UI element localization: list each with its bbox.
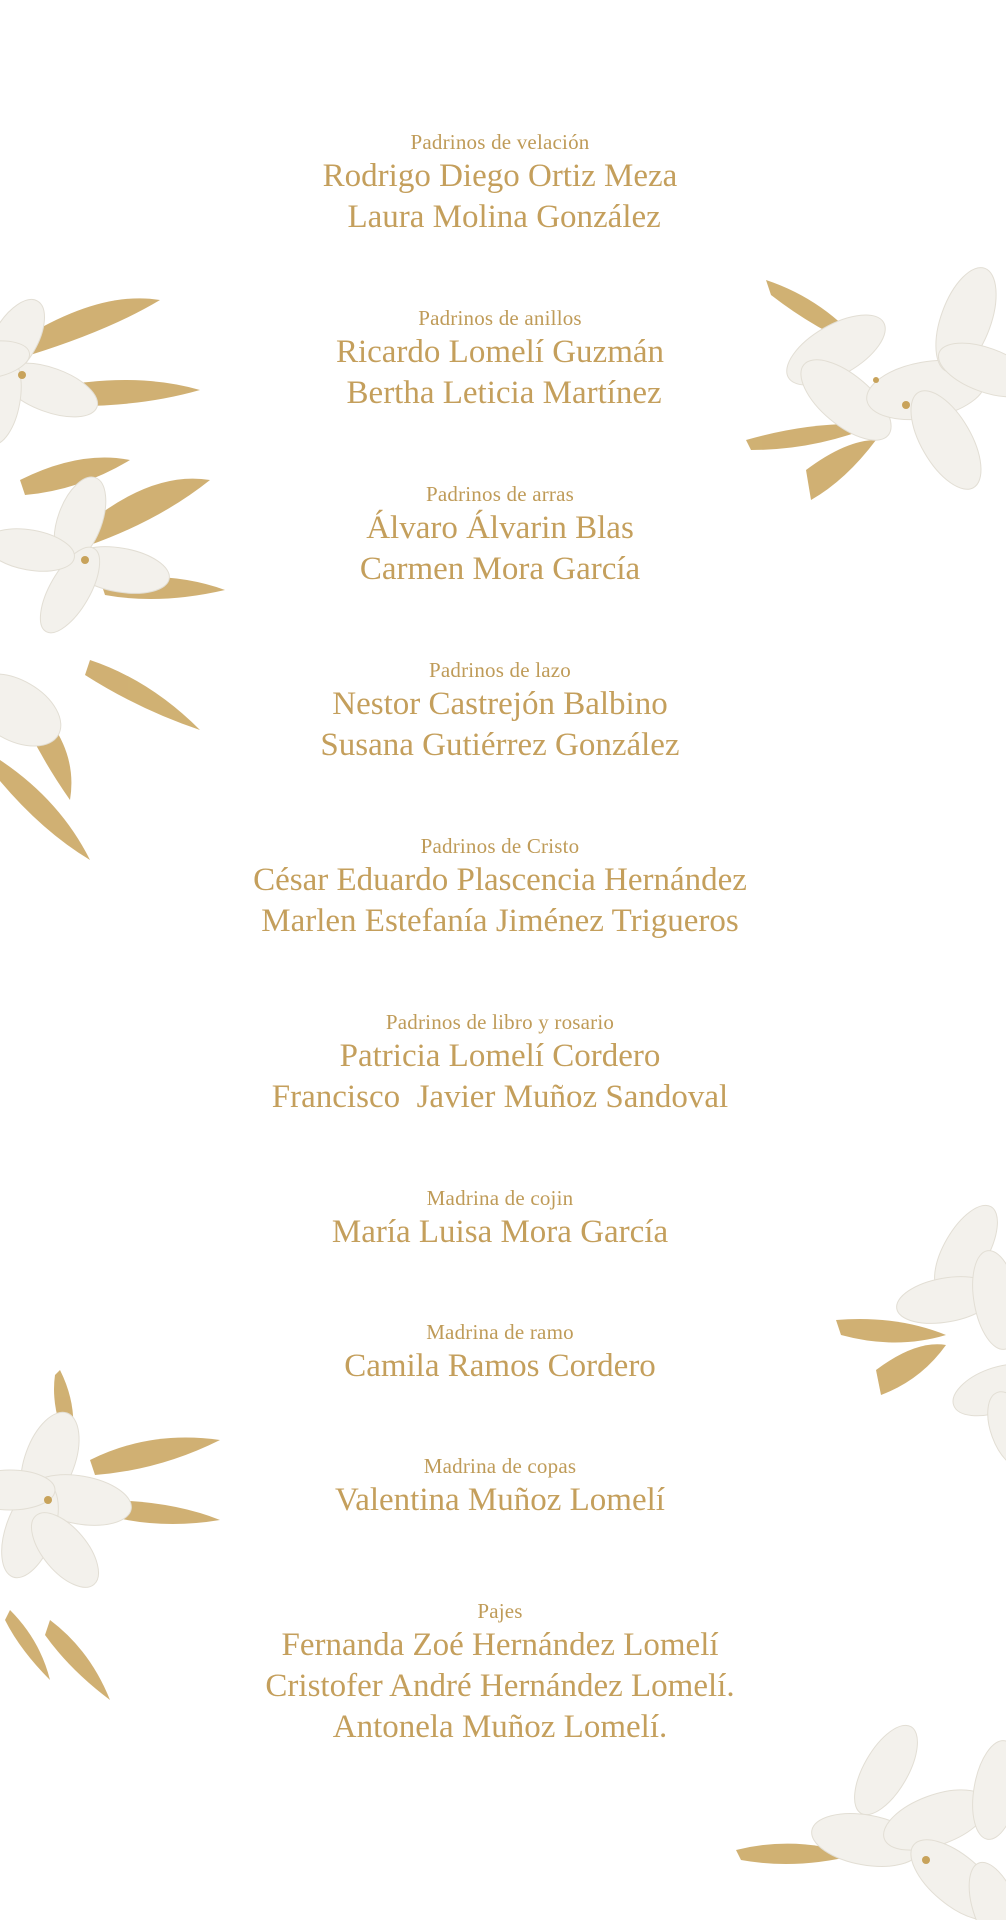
role-label: Padrinos de libro y rosario bbox=[385, 1010, 615, 1034]
section-pajes bbox=[150, 1597, 850, 1773]
person-name: Laura Molina González bbox=[339, 199, 661, 235]
role-label: Padrinos de arras bbox=[425, 482, 575, 506]
person-name: Cristofer André Hernández Lomelí. bbox=[265, 1668, 735, 1704]
person-name: Carmen Mora García bbox=[359, 551, 641, 587]
person-name: Valentina Muñoz Lomelí bbox=[335, 1482, 665, 1518]
role-label: Padrinos de velación bbox=[410, 130, 590, 154]
section-padrinos-arras bbox=[150, 480, 850, 656]
person-name: Rodrigo Diego Ortiz Meza bbox=[322, 158, 678, 194]
lily-bouquet-right-mid-icon bbox=[826, 1180, 1006, 1480]
role-label: Padrinos de lazo bbox=[429, 658, 571, 682]
role-label: Madrina de copas bbox=[423, 1454, 577, 1478]
section-padrinos-libro-rosario bbox=[150, 1008, 850, 1184]
person-name: Susana Gutiérrez González bbox=[320, 727, 680, 763]
role-label: Madrina de ramo bbox=[426, 1320, 574, 1344]
person-name: María Luisa Mora García bbox=[331, 1214, 669, 1250]
section-padrinos-anillos bbox=[150, 304, 850, 480]
person-name: Camila Ramos Cordero bbox=[344, 1348, 656, 1384]
section-padrinos-cristo bbox=[150, 832, 850, 1008]
sponsors-list bbox=[150, 128, 850, 1773]
section-madrina-cojin bbox=[150, 1184, 850, 1318]
person-name: Marlen Estefanía Jiménez Trigueros bbox=[261, 903, 739, 939]
section-padrinos-lazo bbox=[150, 656, 850, 832]
role-label: Pajes bbox=[477, 1599, 523, 1623]
person-name: Ricardo Lomelí Guzmán bbox=[335, 334, 665, 370]
person-name: Bertha Leticia Martínez bbox=[338, 375, 662, 411]
role-label: Padrinos de Cristo bbox=[420, 834, 580, 858]
role-label: Padrinos de anillos bbox=[418, 306, 582, 330]
section-madrina-ramo bbox=[150, 1318, 850, 1452]
role-label: Madrina de cojin bbox=[426, 1186, 574, 1210]
person-name: Francisco Javier Muñoz Sandoval bbox=[271, 1079, 729, 1115]
person-name: Fernanda Zoé Hernández Lomelí bbox=[281, 1627, 719, 1663]
section-padrinos-velacion bbox=[150, 128, 850, 304]
person-name: César Eduardo Plascencia Hernández bbox=[253, 862, 747, 898]
section-madrina-copas bbox=[150, 1452, 850, 1597]
person-name: Nestor Castrejón Balbino bbox=[332, 686, 668, 722]
person-name: Álvaro Álvarin Blas bbox=[366, 510, 634, 546]
person-name: Patricia Lomelí Cordero bbox=[339, 1038, 661, 1074]
person-name: Antonela Muñoz Lomelí. bbox=[332, 1709, 668, 1745]
